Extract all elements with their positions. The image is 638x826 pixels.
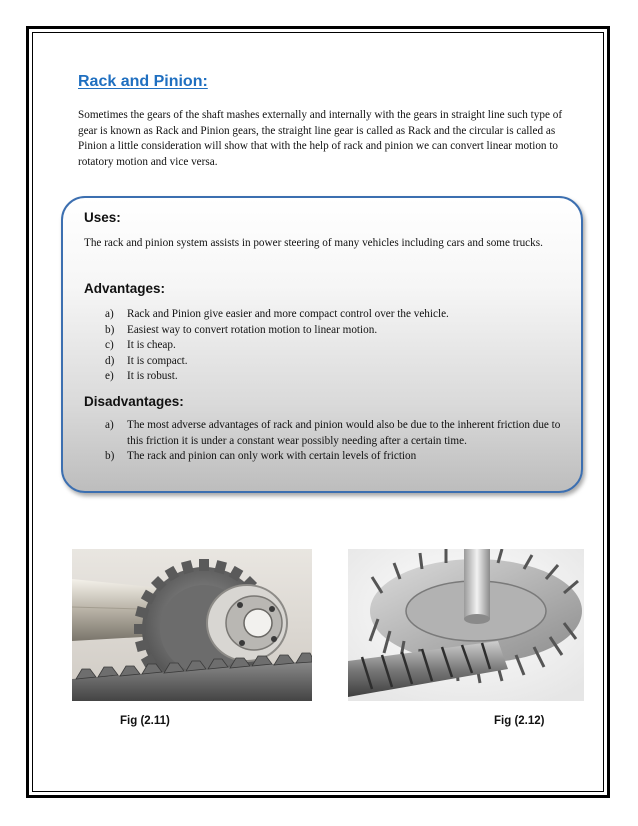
list-item-text: Rack and Pinion give easier and more compact control over the vehicle.: [127, 308, 449, 320]
list-marker: c): [105, 339, 114, 352]
list-item: [105, 307, 565, 323]
list-marker: b): [105, 450, 115, 463]
list-item-text: The rack and pinion can only work with certain levels of friction: [127, 450, 417, 463]
advantages-list: [105, 307, 565, 385]
list-item-text: The most adverse advantages of rack and pinion would also be due to the inherent friction due to this friction it is under a constant wear possibly needing after a certain time.: [127, 419, 561, 447]
list-item-text: It is cheap.: [127, 339, 176, 352]
figure-caption-2-12: Fig (2.12): [494, 715, 545, 727]
uses-text: The rack and pinion system assists in power steering of many vehicles including cars and some trucks.: [84, 237, 543, 249]
disadvantages-heading: Disadvantages:: [84, 394, 184, 409]
list-item: [105, 338, 565, 354]
list-item-text: Easiest way to convert rotation motion to linear motion.: [127, 323, 378, 336]
list-marker: a): [105, 419, 114, 431]
figure-caption-2-11: Fig (2.11): [120, 715, 170, 727]
uses-heading: Uses:: [84, 210, 121, 225]
list-item: [105, 369, 565, 385]
list-item: [105, 354, 565, 370]
list-marker: a): [105, 308, 114, 320]
list-item: [105, 323, 565, 339]
list-item-text: It is robust.: [127, 370, 178, 383]
list-marker: d): [105, 354, 115, 367]
section-heading: Rack and Pinion:: [78, 73, 208, 90]
disadvantages-list: [105, 418, 565, 465]
intro-paragraph: Sometimes the gears of the shaft mashes externally and internally with the gears in straight line such type of gear is known as Rack and Pinion gears, the straight line gear is called as Rack and the circular is called as Pinion a little consideration will show that with the help of rack and pinion we can convert linear motion to rotatory motion and vice versa.: [78, 109, 563, 168]
list-item: [105, 449, 565, 465]
advantages-heading: Advantages:: [84, 281, 166, 296]
rack-and-pinion-image: [72, 549, 312, 701]
list-item: [105, 418, 565, 449]
list-marker: e): [105, 370, 114, 383]
list-item-text: It is compact.: [127, 354, 188, 367]
worm-gear-image: [348, 549, 584, 701]
list-marker: b): [105, 323, 115, 336]
